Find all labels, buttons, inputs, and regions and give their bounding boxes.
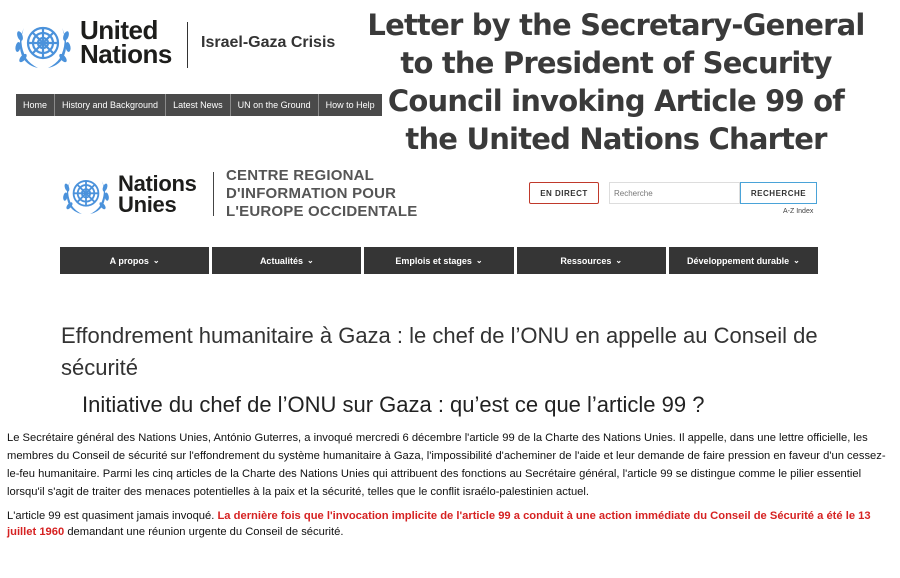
centre-line-3: L'EUROPE OCCIDENTALE [226, 203, 418, 220]
centre-line-2: D'INFORMATION POUR [226, 185, 397, 202]
chevron-down-icon: ⌄ [306, 256, 314, 265]
brand-divider [187, 22, 188, 68]
top-nav-on-the-ground[interactable]: UN on the Ground [231, 94, 319, 116]
paragraph-2-highlight: La dernière fois que l'invocation implicite de l'article 99 a conduit à une action immédiate du Conseil de Sécurité a été le 13 juillet 1960 [7, 510, 871, 538]
unric-brand-line-2: Unies [118, 192, 177, 217]
nav-tab-actualites[interactable] [212, 247, 361, 274]
un-wordmark[interactable] [80, 15, 172, 69]
paragraph-2-start: L'article 99 est quasiment jamais invoqué. [7, 510, 218, 522]
centre-line-1: CENTRE REGIONAL [226, 167, 375, 184]
nav-tab-label: A propos [109, 255, 149, 266]
article-subtitle: Initiative du chef de l’ONU sur Gaza : qu’est ce que l’article 99 ? [82, 392, 705, 417]
unric-centre-name [226, 167, 417, 221]
top-nav-bar [16, 94, 382, 116]
unric-brand-line-1: Nations [118, 171, 197, 196]
brand-line-2: Nations [80, 39, 172, 69]
live-button[interactable]: EN DIRECT [529, 182, 599, 204]
chevron-down-icon: ⌄ [793, 256, 800, 265]
top-nav-latest-news[interactable]: Latest News [166, 94, 231, 116]
az-index-link[interactable]: A-Z Index [783, 208, 814, 215]
chevron-down-icon: ⌄ [615, 256, 623, 265]
main-nav-bar [60, 247, 818, 274]
top-nav-home[interactable]: Home [16, 94, 55, 116]
unric-divider [213, 172, 214, 216]
unric-wordmark[interactable] [118, 173, 197, 215]
un-emblem-icon [60, 171, 112, 219]
article-paragraph-1: Le Secrétaire général des Nations Unies, António Guterres, a invoqué mercredi 6 décembre l'article 99 de la Charte des Nations Unies. Il appelle, dans une lettre officielle, les membres du Conseil de sécurité sur l'effondrement du système humanitaire à Gaza, l'impossibilité d'acheminer de l'aide et leur demande de faire pression en faveur d'un cessez-le-feu humanitaire. Parmi les cinq articles de la Charte des Nations Unies qui attribuent des fonctions au Secrétaire général, l'article 99 se distingue comme le pilier essentiel lorsqu'il s'agit de traiter des menaces potentielles à la paix et la sécurité, telles que le conflit israélo-palestinien actuel. [7, 432, 886, 498]
brand-line-1: United [80, 15, 158, 45]
page-headline: Letter by the Secretary-General to the President of Security Council invoking Article 99 of the United Nations Charter [367, 8, 865, 156]
article-title: Effondrement humanitaire à Gaza : le chef de l’ONU en appelle au Conseil de sécurité [61, 323, 818, 380]
nav-tab-label: Actualités [259, 255, 303, 266]
chevron-down-icon: ⌄ [152, 256, 160, 265]
article-paragraph-2 [7, 508, 889, 540]
search-input[interactable] [609, 182, 740, 204]
nav-tab-label: Ressources [560, 255, 612, 266]
nav-tab-a-propos[interactable] [60, 247, 209, 274]
paragraph-2-end: demandant une réunion urgente du Conseil de sécurité. [64, 526, 344, 538]
top-nav-how-to-help[interactable]: How to Help [325, 100, 375, 110]
top-nav-history[interactable]: History and Background [55, 94, 166, 116]
chevron-down-icon: ⌄ [475, 256, 483, 265]
nav-tab-label: Emplois et stages [395, 255, 472, 266]
nav-tab-label: Développement durable [687, 255, 790, 266]
search-button[interactable]: RECHERCHE [740, 182, 817, 204]
un-emblem-icon [12, 16, 74, 74]
nav-tab-emplois[interactable] [364, 247, 513, 274]
nav-tab-ressources[interactable] [517, 247, 666, 274]
nav-tab-developpement-durable[interactable] [669, 247, 818, 274]
subsite-title[interactable]: Israel-Gaza Crisis [201, 34, 336, 51]
